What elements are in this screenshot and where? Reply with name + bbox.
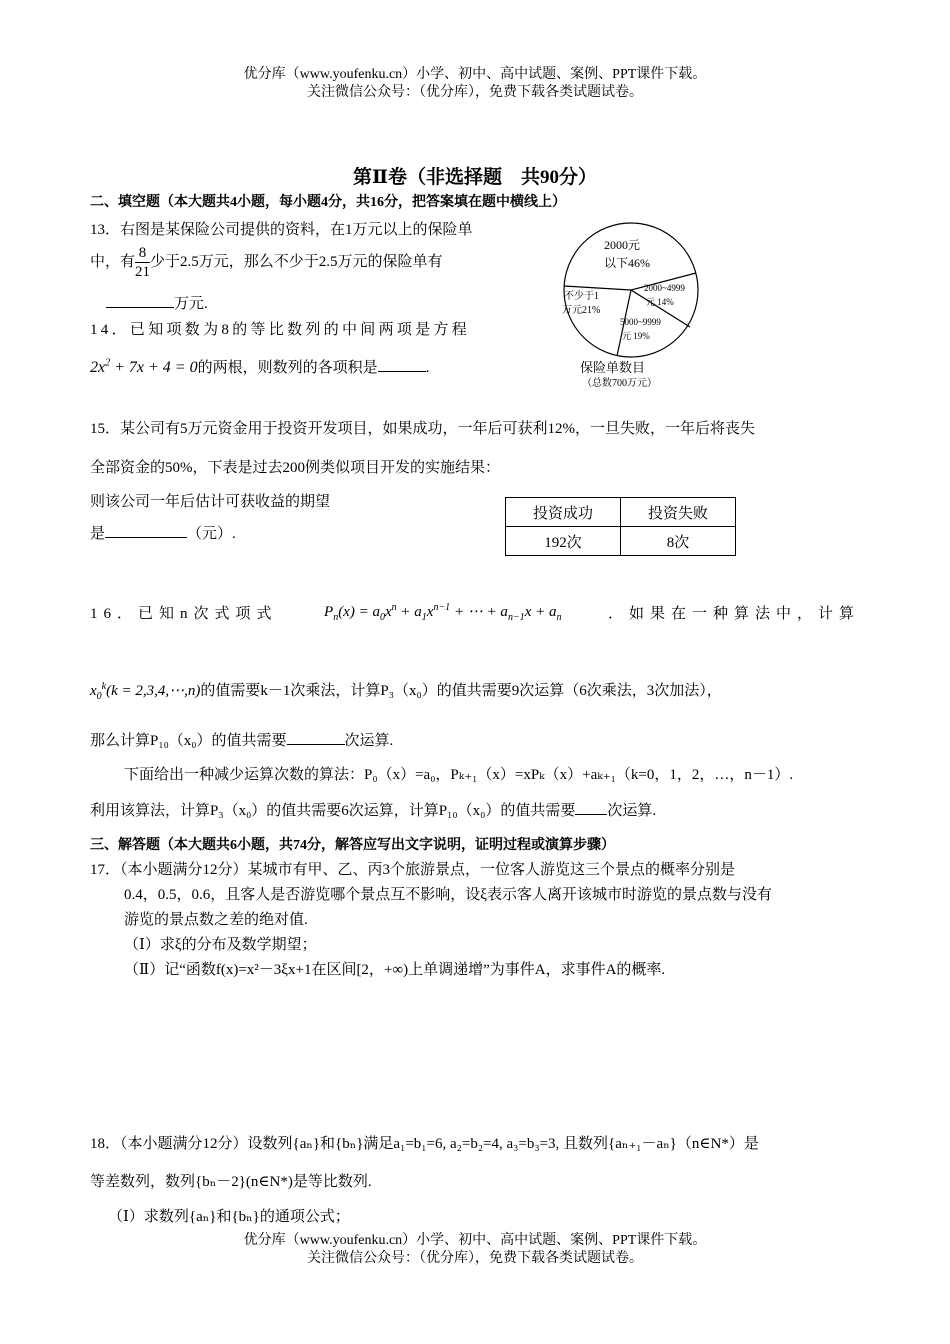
- q15-line-4: [90, 522, 236, 543]
- q13-line-2: [90, 244, 443, 281]
- q16-line-1: [90, 602, 860, 623]
- q15-line-2: 全部资金的50%，下表是过去200例类似项目开发的实施结果：: [90, 460, 500, 476]
- q17-part-1: （Ⅰ）求ξ的分布及数学期望；: [124, 937, 317, 953]
- q16-line-2: [90, 679, 722, 702]
- page-header: [0, 66, 950, 102]
- q16-line-3-suffix: 次运算.: [344, 733, 394, 749]
- q15-line-1: 15．某公司有5万元资金用于投资开发项目，如果成功，一年后可获利12%，一旦失败，一年后将丧失: [90, 421, 755, 437]
- q16-line-4: 下面给出一种减少运算次数的算法：P₀（x）=a₀，Pₖ₊₁（x）=xPₖ（x）+aₖ₊₁（k=0，1，2，…，n－1）.: [124, 767, 794, 783]
- pie-caption: 保险单数目: [580, 360, 646, 375]
- pie-slice2-label-a: 2000~4999: [644, 283, 685, 293]
- q16-line-3-prefix: 那么计算P₁₀（x₀）的值共需要: [90, 733, 287, 749]
- q16-power-expression: $x_0^k(k$ = 2,3,4,⋯,n): [90, 681, 201, 702]
- insurance-pie-chart: [556, 212, 706, 392]
- q14-line-2-text: 的两根，则数列的各项积是: [197, 360, 378, 376]
- table-header-row: [506, 498, 736, 527]
- q13-frac-num: 8: [135, 244, 150, 263]
- q15-answer-blank[interactable]: [105, 523, 187, 538]
- q13-suffix: 少于2.5万元，那么不少于2.5万元的保险单有: [150, 253, 443, 270]
- q16-line-2-text: 的值需要k－1次乘法，计算P₃（x₀）的值共需要9次运算（6次乘法，3次加法），: [200, 683, 722, 699]
- q14-answer-blank[interactable]: [378, 357, 426, 372]
- q15-line-3: 则该公司一年后估计可获收益的期望: [90, 494, 331, 510]
- section2-title: 二、填空题（本大题共4小题，每小题4分，共16分，把答案填在题中横线上）: [90, 195, 566, 210]
- pie-slice3-label-b: 元 19%: [622, 331, 650, 341]
- pie-subcaption: （总数700万元）: [582, 378, 657, 389]
- q15-line-4-prefix: 是: [90, 526, 106, 542]
- q18-line-2: 等差数列，数列{bₙ－2}(n∈N*)是等比数列.: [90, 1174, 372, 1190]
- q14-line-2: $2x^2 + 7x + 4 = 0$的两根，则数列的各项积是 .: [90, 357, 430, 376]
- q16-line-5-prefix: 利用该算法，计算P₃（x₀）的值共需要6次运算，计算P₁₀（x₀）的值共需要: [90, 803, 576, 819]
- q17-line-2: 0.4，0.5，0.6，且客人是否游览哪个景点互不影响，设ξ表示客人离开该城市时游览的景点数与没有: [124, 887, 772, 903]
- q18-line-1: 18．（本小题满分12分）设数列{aₙ}和{bₙ}满足a₁=b₁=6, a₂=b₂=4, a₃=b₃=3, 且数列{aₙ₊₁－aₙ}（n∈N*）是: [90, 1136, 759, 1152]
- pie-slice3-label-a: 5000~9999: [620, 317, 661, 327]
- q18-part-1: （Ⅰ）求数列{aₙ}和{bₙ}的通项公式；: [108, 1209, 350, 1225]
- section3-title: 三、解答题（本大题共6小题，共74分，解答应写出文字说明，证明过程或演算步骤）: [90, 838, 615, 853]
- q13-answer-blank[interactable]: [106, 293, 174, 308]
- table-value-failure: 8次: [621, 527, 736, 556]
- pie-slice4-label-a: 不少于1: [564, 291, 599, 302]
- investment-result-table: [505, 497, 736, 556]
- part-title: 第Ⅱ卷（非选择题 共90分）: [352, 167, 597, 188]
- footer-line-1: 优分库（www.youfenku.cn）小学、初中、高中试题、案例、PPT课件下载。: [243, 1233, 707, 1248]
- q13-line-3: [106, 292, 208, 313]
- q13-line-3-text: 万元.: [174, 296, 208, 312]
- q13-fraction: [135, 244, 150, 281]
- q14-equation: $2x^2 + 7x + 4 = 0$: [90, 357, 198, 376]
- q16-line-5: [90, 799, 656, 820]
- q16-line-3: [90, 729, 393, 750]
- footer-line-2: 关注微信公众号：（优分库），免费下载各类试题试卷。: [307, 1251, 643, 1266]
- table-header-success: 投资成功: [506, 498, 621, 527]
- q14-line-1: 14．已知项数为8的等比数列的中间两项是方程: [90, 322, 471, 338]
- pie-slice1-label-b: 以下46%: [604, 256, 650, 270]
- header-line-1: 优分库（www.youfenku.cn）小学、初中、高中试题、案例、PPT课件下载。: [243, 67, 707, 82]
- q17-line-3: 游览的景点数之差的绝对值.: [124, 912, 308, 928]
- q16-answer-blank-1[interactable]: [287, 730, 345, 745]
- table-value-success: 192次: [506, 527, 621, 556]
- q16-polynomial: $P_n(x) = a_0x^n + a_1x^{n-1}$ + ⋯ + $a_{n-1}x + a_n$: [324, 602, 562, 623]
- q16-line-1-suffix: ．如果在一种算法中，计算: [607, 606, 860, 622]
- pie-slice2-label-b: 元 14%: [646, 297, 674, 307]
- table-value-row: [506, 527, 736, 556]
- q15-line-4-suffix: （元）.: [187, 526, 236, 542]
- q13-prefix: 中，有: [90, 253, 136, 270]
- q16-line-1-prefix: 16．已知n次式项式: [90, 606, 278, 622]
- header-line-2: 关注微信公众号：（优分库），免费下载各类试题试卷。: [307, 85, 643, 100]
- q13-line-1: 13．右图是某保险公司提供的资料，在1万元以上的保险单: [90, 222, 473, 238]
- table-header-failure: 投资失败: [621, 498, 736, 527]
- q16-line-5-suffix: 次运算.: [607, 803, 657, 819]
- q16-answer-blank-2[interactable]: [575, 800, 607, 815]
- q17-part-2: （Ⅱ）记“函数f(x)=x²－3ξx+1在区间[2，+∞)上单调递增”为事件A，求事件A的概率.: [124, 962, 666, 978]
- q17-line-1: 17．（本小题满分12分）某城市有甲、乙、丙3个旅游景点，一位客人游览这三个景点的概率分别是: [90, 862, 736, 878]
- pie-slice1-label-a: 2000元: [604, 238, 641, 252]
- q13-frac-den: 21: [135, 264, 151, 280]
- page-footer: [0, 1232, 950, 1268]
- pie-slice4-label-b: 万元21%: [562, 305, 601, 316]
